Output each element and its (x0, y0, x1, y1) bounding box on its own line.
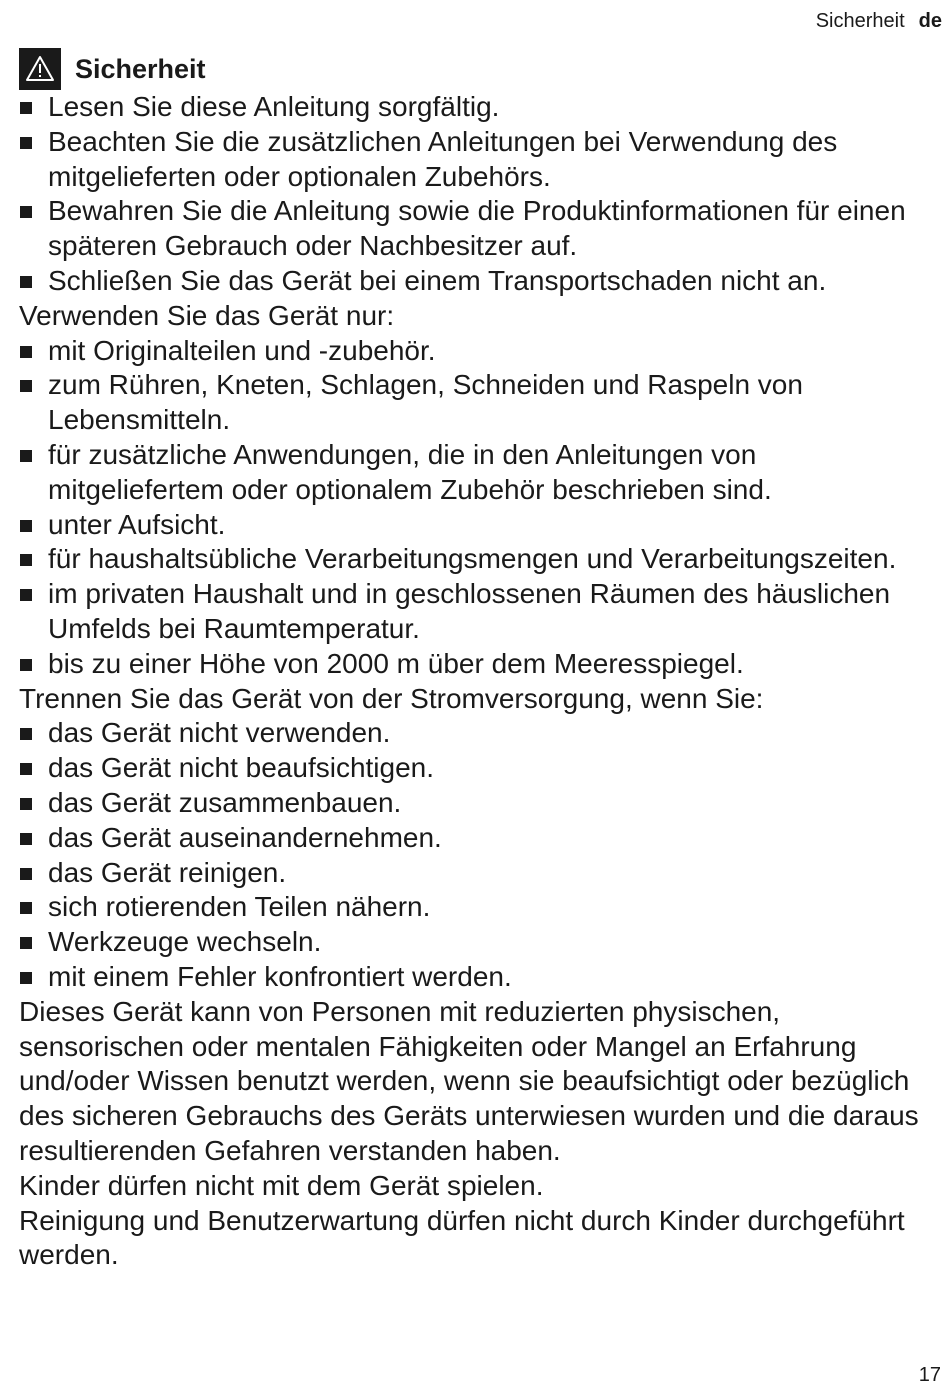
cleaning-paragraph: Reinigung und Benutzerwartung dürfen nicht durch Kinder durchgeführt werden. (19, 1204, 905, 1271)
list-item: für zusätzliche Anwendungen, die in den Anleitungen von mitgeliefertem oder optionalem Zubehör beschrieben sind. (19, 438, 931, 508)
list-item: mit einem Fehler konfrontiert werden. (19, 960, 931, 995)
list-item: das Gerät nicht verwenden. (19, 716, 931, 751)
warning-triangle-icon (19, 48, 61, 90)
list-item: unter Aufsicht. (19, 508, 931, 543)
list-item: Lesen Sie diese Anleitung sorgfältig. (19, 90, 931, 125)
list-item: im privaten Haushalt und in geschlossenen Räumen des häuslichen Umfelds bei Raumtemperatur. (19, 577, 931, 647)
list-item: das Gerät nicht beaufsichtigen. (19, 751, 931, 786)
list-item: für haushaltsübliche Verarbeitungsmengen und Verarbeitungszeiten. (19, 542, 931, 577)
intro-list (19, 90, 931, 299)
list-item: Werkzeuge wechseln. (19, 925, 931, 960)
section-title: Sicherheit (75, 54, 206, 84)
safety-content (19, 48, 931, 1273)
list-item: mit Originalteilen und -zubehör. (19, 334, 931, 369)
list-item: das Gerät auseinandernehmen. (19, 821, 931, 856)
children-play-paragraph: Kinder dürfen nicht mit dem Gerät spielen. (19, 1169, 544, 1201)
disconnect-intro: Trennen Sie das Gerät von der Stromversorgung, wenn Sie: (19, 682, 764, 714)
list-item: Bewahren Sie die Anleitung sowie die Produktinformationen für einen späteren Gebrauch oder Nachbesitzer auf. (19, 194, 931, 264)
list-item: zum Rühren, Kneten, Schlagen, Schneiden und Raspeln von Lebensmitteln. (19, 368, 931, 438)
list-item: bis zu einer Höhe von 2000 m über dem Meeresspiegel. (19, 647, 931, 682)
page-number: 17 (918, 1364, 941, 1386)
header-section: Sicherheit (815, 10, 905, 32)
list-item: das Gerät zusammenbauen. (19, 786, 931, 821)
list-item: sich rotierenden Teilen nähern. (19, 890, 931, 925)
header-language: de (918, 10, 942, 32)
list-item: Schließen Sie das Gerät bei einem Transportschaden nicht an. (19, 264, 931, 299)
list-item: Beachten Sie die zusätzlichen Anleitungen bei Verwendung des mitgelieferten oder optionalen Zubehörs. (19, 125, 931, 195)
list-item: das Gerät reinigen. (19, 856, 931, 891)
disconnect-list (19, 716, 931, 994)
use-list (19, 334, 931, 682)
supervision-paragraph: Dieses Gerät kann von Personen mit reduzierten physischen, sensorischen oder mentalen Fähigkeiten oder Mangel an Erfahrung und/oder Wissen benutzt werden, wenn sie beaufsichtigt oder bezüglich des sicheren Gebrauchs des Geräts unterwiesen wurden und die daraus resultierenden Gefahren verstanden haben. (19, 995, 919, 1166)
running-header (816, 8, 942, 34)
section-heading (19, 48, 931, 90)
use-intro: Verwenden Sie das Gerät nur: (19, 299, 395, 331)
